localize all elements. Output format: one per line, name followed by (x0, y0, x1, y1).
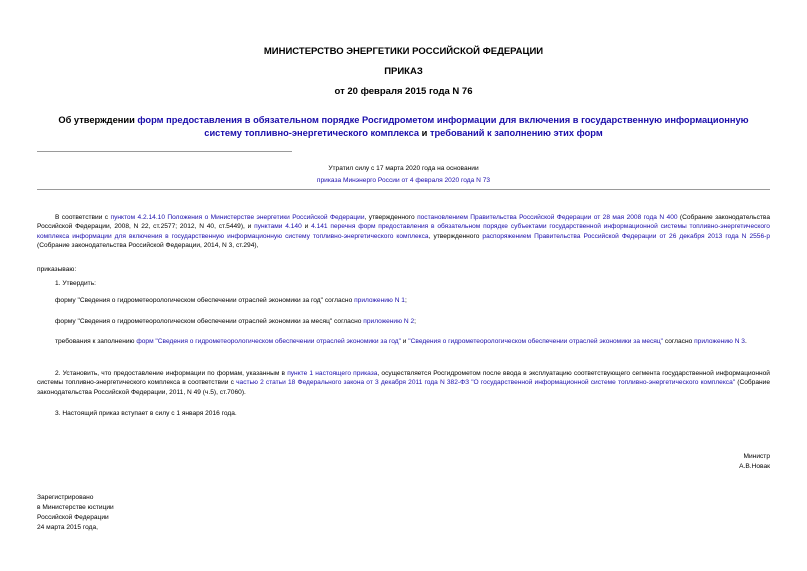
link-regulation-clause[interactable]: пунктом 4.2.14.10 Положения о Министерстве энергетики Российской Федерации (110, 214, 365, 221)
preamble-text: (Собрание законодательства Российской Федерации, 2008, N 22, ст.2577; 2012, N 40, ст.5449), и (37, 214, 771, 231)
item2-text: (Собрание законодательства Российской Федерации, 2011, N 49 (ч.5), ст.7060). (37, 379, 770, 396)
preamble-text: и (301, 223, 312, 231)
title-link-requirements[interactable]: требований к заполнению этих форм (429, 128, 603, 138)
item1-requirements (37, 337, 770, 346)
form2-text: форму "Сведения о гидрометеорологическом обеспечении отраслей экономики за месяц" согласно (55, 318, 364, 325)
signature-position: Министр (743, 453, 770, 460)
doc-type-heading: ПРИКАЗ (384, 66, 423, 77)
registration-line-3: Российской Федерации (37, 514, 109, 521)
link-clause-1[interactable]: пункте 1 настоящего приказа (287, 370, 378, 377)
divider-full (37, 189, 770, 190)
preamble-text: , утвержденного (364, 214, 418, 221)
ministry-heading: МИНИСТЕРСТВО ЭНЕРГЕТИКИ РОССИЙСКОЙ ФЕДЕРАЦИИ (263, 46, 544, 57)
registration-line-4: 24 марта 2015 года, (37, 524, 98, 531)
date-number-heading: от 20 февраля 2015 года N 76 (334, 86, 473, 97)
link-forms-year[interactable]: форм "Сведения о гидрометеорологическом обеспечении отраслей экономики за год" (136, 338, 401, 345)
title-mid: и (419, 128, 430, 138)
form2-end: ; (414, 318, 417, 325)
link-forms-list[interactable]: 4.141 перечня форм предоставления в обязательном порядке субъектами государственной информационной системы топливно-энергетического комплекса информации для включения в государственную информационную систему топливно-энергетического комплекса (37, 223, 770, 240)
link-government-decree[interactable]: постановлением Правительства Российской Федерации от 28 мая 2008 года N 400 (417, 214, 678, 221)
link-item-4-140[interactable]: пунктами 4.140 (254, 223, 302, 231)
req-end: . (744, 338, 747, 345)
preamble-text: , утвержденного (428, 232, 483, 240)
preamble-text: (Собрание законодательства Российской Федерации, 2014, N 3, ст.294), (37, 242, 259, 250)
link-government-order[interactable]: распоряжением Правительства Российской Федерации от 26 декабря 2013 года N 2556-р (482, 232, 770, 240)
item3-paragraph: 3. Настоящий приказ вступает в силу с 1 января 2016 года. (55, 410, 237, 417)
title-link-forms[interactable]: форм предоставления в обязательном порядке Росгидрометом информации для включения в государственную информационную систему топливно-энергетического комплекса (137, 115, 749, 138)
registration-line-2: в Министерстве юстиции (37, 504, 114, 511)
req-text: требования к заполнению (55, 338, 137, 345)
req-text: согласно (663, 338, 695, 345)
status-link[interactable]: приказа Минэнерго России от 4 февраля 2020 года N 73 (316, 177, 491, 184)
form1-end: ; (404, 297, 407, 304)
preamble-paragraph (37, 213, 770, 251)
link-appendix-2[interactable]: приложению N 2 (363, 318, 415, 325)
registration-line-1: Зарегистрировано (37, 494, 94, 501)
title-prefix: Об утверждении (58, 115, 138, 125)
form1-text: форму "Сведения о гидрометеорологическом обеспечении отраслей экономики за год" согласно (55, 297, 355, 304)
item1-lead: 1. Утвердить: (55, 280, 96, 287)
link-forms-month[interactable]: "Сведения о гидрометеорологическом обеспечении отраслей экономики за месяц" (408, 338, 663, 345)
status-line: Утратил силу с 17 марта 2020 года на основании (328, 165, 479, 172)
link-appendix-3[interactable]: приложению N 3 (694, 338, 745, 345)
req-text: и (400, 338, 409, 345)
link-appendix-1[interactable]: приложению N 1 (354, 297, 405, 304)
link-federal-law[interactable]: частью 2 статьи 18 Федерального закона от 3 декабря 2011 года N 382-ФЗ "О государственной информационной системе топливно-энергетического комплекса" (236, 379, 736, 387)
item2-paragraph (37, 369, 770, 397)
item1-form1 (55, 296, 770, 305)
preamble-text: В соответствии с (55, 214, 111, 221)
signature-name: А.В.Новак (739, 463, 770, 470)
document-title (40, 114, 767, 140)
item2-text: 2. Установить, что предоставление информации по формам, указанным в (55, 370, 288, 377)
item2-text: , осуществляется Росгидрометом после ввода в эксплуатацию соответствующего сегмента государственной информационной системы топливно-энергетического комплекса в соответствии с (37, 370, 770, 387)
item1-form2 (55, 317, 770, 326)
divider-short (37, 151, 292, 152)
status-link-row (0, 176, 807, 185)
orders-word: приказываю: (37, 266, 77, 273)
